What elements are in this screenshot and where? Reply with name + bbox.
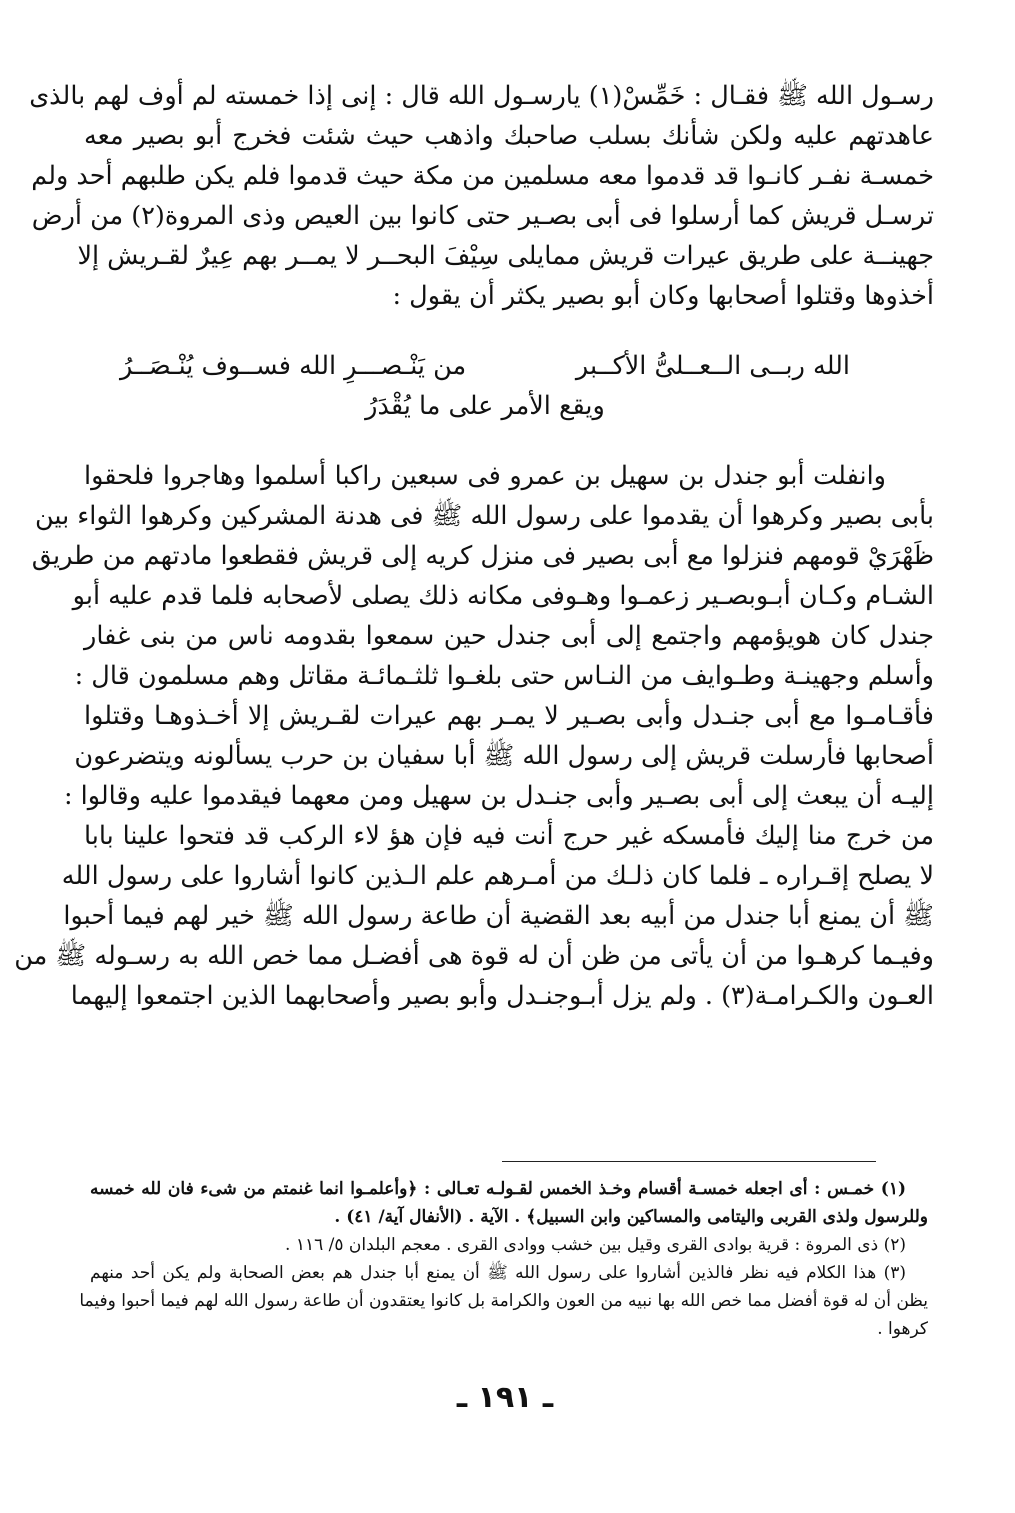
- text-line: جندل كان هويؤمهم واجتمع إلى أبى جندل حين سمعوا بقدومه ناس من بنى غفار: [84, 621, 934, 651]
- footnote-3-line: كرهوا .: [877, 1319, 928, 1339]
- verse-line-2: ويقع الأمر على ما يُقْدَرُ: [365, 391, 605, 421]
- text-line: بأبى بصير وكرهوا أن يقدموا على رسول الله ﷺ فى هدنة المشركين وكرهوا الثواء بين: [34, 501, 934, 531]
- text-line: لا يصلح إقـراره ـ فلما كان ذلـك من أمـرهم علم الـذين كانوا أشاروا على رسول الله: [61, 861, 934, 891]
- verse-hemistich-left: من يَنْـصـــرِ الله فســوف يُنْـصَــرُ: [120, 351, 467, 381]
- text-line: ترسـل قريش كما أرسلوا فى أبى بصـير حتى كانوا بين العيص وذى المروة(٢) من أرض: [31, 201, 934, 231]
- verse-hemistich-right: الله ربــى الــعــلىُّ الأكــبر: [575, 351, 850, 381]
- footnotes: [79, 1175, 928, 1343]
- footnote-1-line: (١) خمـس : أى اجعله خمسـة أقسام وخـذ الخمس لقـولـه تعـالى : ﴿وأعلمـوا انما غنمتم من شىء فان لله خمسه: [90, 1179, 906, 1199]
- text-line: وأسلم وجهينـة وطـوايف من النـاس حتى بلغـوا ثلثـمائـة مقاتل وهم مسلمون قال :: [74, 661, 934, 691]
- verse-line-1: [120, 346, 850, 386]
- footnote-3-line: يظن أن له قوة أفضل مما خص الله بها نبيه من العون والكرامة بل كانوا يعتقدون أن طاعة رسول الله لهم فيما أحبوا وفيما: [79, 1291, 928, 1311]
- page-number: ـ ١٩١ ـ: [456, 1380, 554, 1415]
- text-line: فأقـامـوا مع أبى جنـدل وأبى بصـير لا يمـر بهم عيرات لقـريش إلا أخـذوهـا وقتلوا: [84, 701, 934, 731]
- text-line: خمسـة نفـر كانـوا قد قدموا معه مسلمين من مكة حيث قدموا فلم يكن طلبهم أحد ولم: [31, 161, 934, 191]
- text-line: الشـام وكـان أبـوبصـير زعمـوا وهـوفى مكانه ذلك يصلى لأصحابه فلما قدم عليه أبو: [72, 581, 934, 611]
- footnote-3-line: (٣) هذا الكلام فيه نظر فالذين أشاروا على رسول الله ﷺ أن يمنع أبا جندل هم بعض الصحابة ولم يكن أحد منهم: [90, 1263, 906, 1283]
- text-line: جهينــة على طريق عيرات قريش ممايلى سِيْفَ البحــر لا يمــر بهم عِيرٌ لقـريش إلا: [77, 241, 934, 271]
- text-line: وانفلت أبو جندل بن سهيل بن عمرو فى سبعين راكبا أسلموا وهاجروا فلحقوا: [84, 461, 886, 491]
- text-line: وفيـما كرهـوا من أن يأتى من ظن أن له قوة هى أفضـل مما خص الله به رسـوله ﷺ من: [14, 941, 934, 971]
- text-line: ظَهْرَيْ قومهم فنزلوا مع أبى بصير فى منزل كريه إلى قريش فقطعوا مادتهم من طريق: [31, 541, 934, 571]
- text-line: أخذوها وقتلوا أصحابها وكان أبو بصير يكثر أن يقول :: [392, 281, 934, 311]
- main-text-paragraph-2: [14, 456, 934, 1016]
- text-line: إليـه أن يبعث إلى أبى بصـير وأبى جنـدل بن سهيل ومن معهما فيقدموا عليه وقالوا :: [63, 781, 934, 811]
- main-text-paragraph-1: [29, 76, 934, 316]
- text-line: رسـول الله ﷺ فقـال : خَمِّسْ(١) يارسـول الله قال : إنى إذا خمسته لم أوف لهم بالذى: [29, 81, 934, 111]
- text-line: العـون والكـرامـة(٣) . ولم يزل أبـوجنـدل وأبو بصير وأصحابهما الذين اجتمعوا إليهما: [70, 981, 934, 1011]
- text-line: من خرج منا إليك فأمسكه غير حرج أنت فيه فإن هؤ لاء الركب قد فتحوا علينا بابا: [84, 821, 934, 851]
- text-line: أصحابها فأرسلت قريش إلى رسول الله ﷺ أبا سفيان بن حرب يسألونه ويتضرعون: [74, 741, 934, 771]
- text-line: عاهدتهم عليه ولكن شأنك بسلب صاحبك واذهب حيث شئت فخرج أبو بصير معه: [84, 121, 934, 151]
- footnote-2-line: (٢) ذى المروة : قرية بوادى القرى وقيل بين خشب ووادى القرى . معجم البلدان ٥/ ١١٦ .: [285, 1235, 906, 1255]
- footnote-divider: [502, 1161, 876, 1162]
- poem-verse: [120, 346, 850, 426]
- footnote-1-line: وللرسول ولذى القربى واليتامى والمساكين وابن السبيل﴾ . الآية . (الأنفال آية/ ٤١) .: [334, 1207, 928, 1227]
- text-line: ﷺ أن يمنع أبا جندل من أبيه بعد القضية أن طاعة رسول الله ﷺ خير لهم فيما أحبوا: [63, 901, 934, 931]
